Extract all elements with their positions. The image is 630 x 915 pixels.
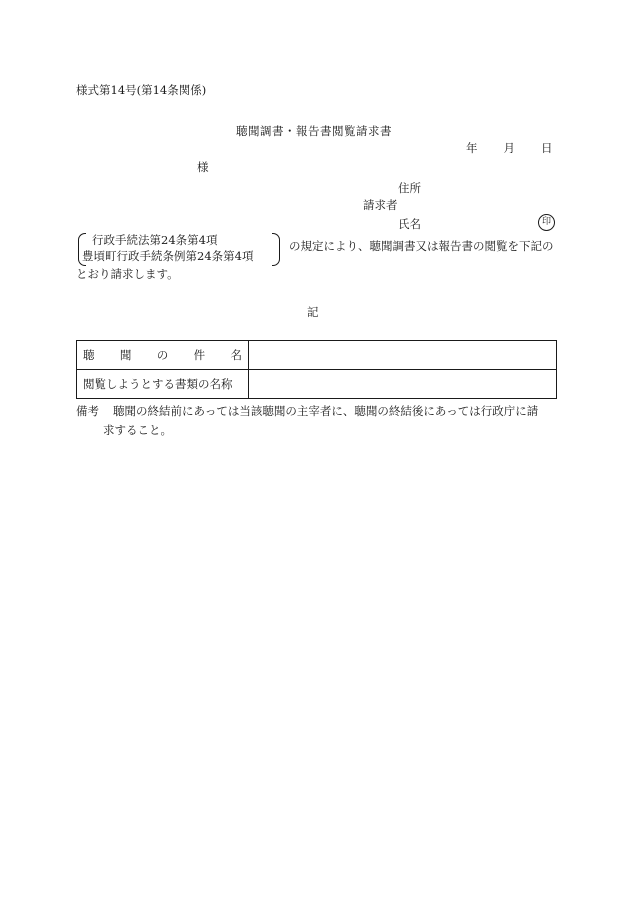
note-text-line-2: 求すること。 <box>103 423 172 437</box>
label-char: の <box>156 348 169 362</box>
note-label: 備考 <box>76 404 99 418</box>
addressee-suffix: 様 <box>197 160 209 174</box>
document-name-value[interactable] <box>249 370 557 399</box>
requester-label: 請求者 <box>363 198 398 212</box>
address-label: 住所 <box>398 181 421 195</box>
date-line <box>466 142 553 156</box>
right-bracket <box>272 233 280 266</box>
law-reference-2: 豊頃町行政手続条例第24条第4項 <box>82 249 254 263</box>
hearing-subject-value[interactable] <box>249 341 557 370</box>
note-text-line-1: 聴聞の終結前にあっては当該聴聞の主宰者に、聴聞の終結後にあっては行政庁に請 <box>113 404 539 418</box>
law-reference-1: 行政手続法第24条第4項 <box>92 233 218 247</box>
document-name-label: 閲覧しようとする書類の名称 <box>77 370 249 399</box>
form-number: 様式第14号(第14条関係) <box>76 83 207 97</box>
month-label: 月 <box>503 141 515 155</box>
label-char: 件 <box>193 348 206 362</box>
name-label: 氏名 <box>398 217 421 231</box>
body-text-line-1: の規定により、聴聞調書又は報告書の閲覧を下記の <box>289 239 554 253</box>
document-title: 聴聞調書・報告書閲覧請求書 <box>236 124 392 138</box>
ki-heading: 記 <box>307 305 319 319</box>
body-text-line-2: とおり請求します。 <box>76 267 179 281</box>
seal-mark: 印 <box>538 214 555 231</box>
request-table <box>76 340 557 399</box>
hearing-subject-label <box>77 341 249 370</box>
day-label: 日 <box>541 141 553 155</box>
table-row-document-name <box>77 370 557 399</box>
table-row-hearing-subject <box>77 341 557 370</box>
label-char: 聞 <box>119 348 132 362</box>
label-char: 名 <box>230 348 242 362</box>
year-label: 年 <box>466 141 478 155</box>
label-char: 聴 <box>83 348 95 362</box>
